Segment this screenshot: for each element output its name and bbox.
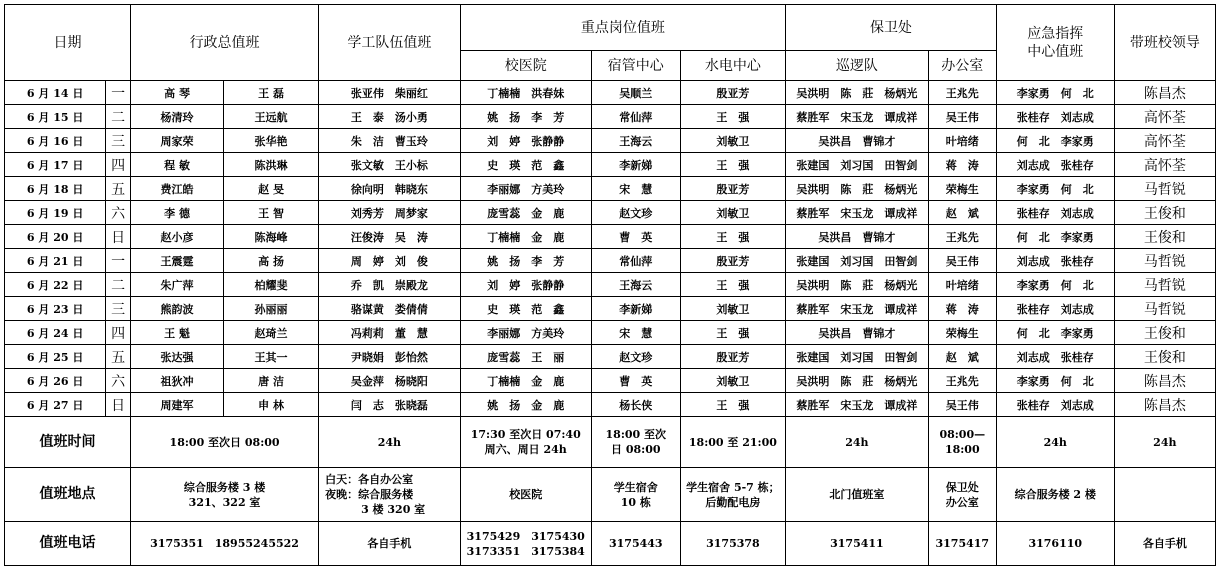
cell-patrol: 张建国 刘习国 田智剑 (786, 249, 929, 273)
cell-student-duty: 冯莉莉 董 慧 (319, 321, 461, 345)
cell-hospital: 史 瑛 范 鑫 (460, 297, 591, 321)
footer-phone-emergency: 3176110 (996, 522, 1114, 566)
cell-admin-1: 朱广萍 (131, 273, 224, 297)
cell-date: 6 月 14 日 (5, 81, 106, 105)
cell-date: 6 月 23 日 (5, 297, 106, 321)
cell-patrol: 蔡胜军 宋玉龙 谭成祥 (786, 297, 929, 321)
cell-dorm: 杨长侠 (591, 393, 680, 417)
cell-admin-2: 高 扬 (224, 249, 319, 273)
cell-student-duty: 骆谋黄 娄倩倩 (319, 297, 461, 321)
footer-time-patrol: 24h (786, 417, 929, 468)
cell-admin-2: 张华艳 (224, 129, 319, 153)
cell-weekday: 日 (106, 225, 131, 249)
table-row (5, 273, 1216, 297)
table-row (5, 153, 1216, 177)
footer-time-dorm-l1: 18:00 至次 (605, 428, 667, 441)
footer-place-power-l1: 学生宿舍 5-7 栋； (686, 480, 780, 494)
cell-admin-2: 王 智 (224, 201, 319, 225)
cell-emergency: 李家勇 何 北 (996, 81, 1114, 105)
cell-admin-2: 王 磊 (224, 81, 319, 105)
cell-admin-1: 祖狄冲 (131, 369, 224, 393)
cell-hospital: 庞雪蕊 王 丽 (460, 345, 591, 369)
cell-hospital: 刘 婷 张静静 (460, 273, 591, 297)
cell-hospital: 姚 扬 李 芳 (460, 249, 591, 273)
cell-date: 6 月 18 日 (5, 177, 106, 201)
cell-weekday: 一 (106, 249, 131, 273)
cell-power: 王 强 (680, 105, 785, 129)
cell-office: 蒋 涛 (928, 297, 996, 321)
header-date: 日期 (5, 5, 131, 81)
cell-leader: 高怀荃 (1114, 129, 1215, 153)
cell-power: 殷亚芳 (680, 249, 785, 273)
header-admin: 行政总值班 (131, 5, 319, 81)
cell-date: 6 月 22 日 (5, 273, 106, 297)
table-row (5, 177, 1216, 201)
cell-emergency: 刘志成 张桂存 (996, 345, 1114, 369)
table-row (5, 297, 1216, 321)
cell-office: 吴王伟 (928, 105, 996, 129)
cell-leader: 王俊和 (1114, 321, 1215, 345)
cell-office: 叶培绪 (928, 273, 996, 297)
footer-place-emergency: 综合服务楼 2 楼 (996, 468, 1114, 522)
cell-admin-1: 李 德 (131, 201, 224, 225)
cell-power: 王 强 (680, 225, 785, 249)
cell-date: 6 月 15 日 (5, 105, 106, 129)
cell-dorm: 王海云 (591, 129, 680, 153)
cell-dorm: 赵文珍 (591, 345, 680, 369)
footer-time-power: 18:00 至 21:00 (680, 417, 785, 468)
footer-phone-hospital-l1: 3175429 3175430 (466, 529, 585, 543)
cell-date: 6 月 24 日 (5, 321, 106, 345)
cell-leader: 高怀荃 (1114, 153, 1215, 177)
table-row (5, 321, 1216, 345)
cell-emergency: 刘志成 张桂存 (996, 153, 1114, 177)
cell-hospital: 丁楠楠 金 鹿 (460, 225, 591, 249)
cell-date: 6 月 21 日 (5, 249, 106, 273)
footer-time-dorm-l2: 日 08:00 (611, 443, 661, 456)
footer-time-dorm (591, 417, 680, 468)
cell-hospital: 李丽娜 方美玲 (460, 321, 591, 345)
cell-hospital: 姚 扬 李 芳 (460, 105, 591, 129)
cell-hospital: 李丽娜 方美玲 (460, 177, 591, 201)
cell-power: 王 强 (680, 153, 785, 177)
footer-phone-hospital-l2: 3173351 3175384 (466, 544, 585, 558)
footer-time-hospital-l2: 周六、周日 24h (484, 443, 567, 456)
cell-power: 王 强 (680, 273, 785, 297)
cell-admin-2: 申 林 (224, 393, 319, 417)
cell-power: 王 强 (680, 393, 785, 417)
cell-weekday: 二 (106, 273, 131, 297)
header-dorm: 宿管中心 (591, 51, 680, 81)
cell-patrol: 蔡胜军 宋玉龙 谭成祥 (786, 105, 929, 129)
cell-power: 刘敏卫 (680, 297, 785, 321)
footer-place-dorm-l2: 10 栋 (620, 495, 651, 509)
table-row (5, 345, 1216, 369)
footer-place-student-l3: 3 楼 320 室 (361, 503, 426, 516)
cell-admin-1: 王 魁 (131, 321, 224, 345)
footer-place-student-l2: 夜晚：综合服务楼 (325, 488, 414, 501)
cell-power: 王 强 (680, 321, 785, 345)
cell-patrol: 吴洪明 陈 莊 杨炳光 (786, 369, 929, 393)
cell-patrol: 张建国 刘习国 田智剑 (786, 345, 929, 369)
cell-office: 叶培绪 (928, 129, 996, 153)
cell-student-duty: 汪俊涛 吴 涛 (319, 225, 461, 249)
footer-phone-office: 3175417 (928, 522, 996, 566)
cell-leader: 马哲锐 (1114, 297, 1215, 321)
cell-office: 蒋 涛 (928, 153, 996, 177)
cell-power: 刘敏卫 (680, 369, 785, 393)
cell-dorm: 曹 英 (591, 369, 680, 393)
cell-date: 6 月 26 日 (5, 369, 106, 393)
cell-emergency: 张桂存 刘志成 (996, 201, 1114, 225)
cell-office: 赵 斌 (928, 345, 996, 369)
cell-admin-2: 陈洪琳 (224, 153, 319, 177)
cell-student-duty: 刘秀芳 周梦家 (319, 201, 461, 225)
cell-student-duty: 尹晓娟 彭怡然 (319, 345, 461, 369)
cell-admin-2: 陈海峰 (224, 225, 319, 249)
header-emergency (996, 5, 1114, 81)
cell-leader: 马哲锐 (1114, 273, 1215, 297)
footer-time-office (928, 417, 996, 468)
footer-place-dorm (591, 468, 680, 522)
cell-emergency: 张桂存 刘志成 (996, 393, 1114, 417)
cell-office: 荣梅生 (928, 177, 996, 201)
footer-place-admin (131, 468, 319, 522)
footer-place-hospital: 校医院 (460, 468, 591, 522)
cell-student-duty: 王 泰 汤小勇 (319, 105, 461, 129)
cell-admin-2: 王远航 (224, 105, 319, 129)
footer-phone-label: 值班电话 (5, 522, 131, 566)
cell-leader: 王俊和 (1114, 345, 1215, 369)
cell-date: 6 月 27 日 (5, 393, 106, 417)
header-leader: 带班校领导 (1114, 5, 1215, 81)
cell-weekday: 三 (106, 297, 131, 321)
cell-weekday: 五 (106, 345, 131, 369)
cell-student-duty: 张亚伟 柴丽红 (319, 81, 461, 105)
cell-date: 6 月 16 日 (5, 129, 106, 153)
cell-weekday: 四 (106, 153, 131, 177)
footer-phone-power: 3175378 (680, 522, 785, 566)
footer-time-leader: 24h (1114, 417, 1215, 468)
cell-student-duty: 乔 凯 崇殿龙 (319, 273, 461, 297)
footer-time-student: 24h (319, 417, 461, 468)
footer-place-patrol: 北门值班室 (786, 468, 929, 522)
footer-place-admin-l2: 321、322 室 (188, 495, 261, 509)
cell-emergency: 刘志成 张桂存 (996, 249, 1114, 273)
cell-student-duty: 周 婷 刘 俊 (319, 249, 461, 273)
cell-admin-2: 赵琦兰 (224, 321, 319, 345)
cell-patrol: 蔡胜军 宋玉龙 谭成祥 (786, 201, 929, 225)
footer-place-office-l1: 保卫处 (945, 480, 979, 494)
cell-office: 王兆先 (928, 369, 996, 393)
footer-phone-hospital (460, 522, 591, 566)
cell-emergency: 何 北 李家勇 (996, 321, 1114, 345)
cell-dorm: 赵文珍 (591, 201, 680, 225)
cell-admin-1: 赵小彦 (131, 225, 224, 249)
table-row (5, 201, 1216, 225)
footer-phone-leader: 各自手机 (1114, 522, 1215, 566)
cell-dorm: 李新娣 (591, 297, 680, 321)
cell-admin-1: 费江皓 (131, 177, 224, 201)
header-patrol: 巡逻队 (786, 51, 929, 81)
header-key-posts: 重点岗位值班 (460, 5, 785, 51)
table-row (5, 249, 1216, 273)
cell-weekday: 日 (106, 393, 131, 417)
cell-weekday: 六 (106, 369, 131, 393)
cell-student-duty: 徐向明 韩晓东 (319, 177, 461, 201)
cell-emergency: 何 北 李家勇 (996, 129, 1114, 153)
footer-phone-dorm: 3175443 (591, 522, 680, 566)
cell-office: 荣梅生 (928, 321, 996, 345)
footer-place-dorm-l1: 学生宿舍 (613, 480, 658, 494)
cell-patrol: 张建国 刘习国 田智剑 (786, 153, 929, 177)
cell-dorm: 李新娣 (591, 153, 680, 177)
header-security: 保卫处 (786, 5, 997, 51)
cell-admin-2: 柏耀斐 (224, 273, 319, 297)
cell-emergency: 李家勇 何 北 (996, 273, 1114, 297)
cell-hospital: 丁楠楠 金 鹿 (460, 369, 591, 393)
footer-place-student (319, 468, 461, 522)
cell-admin-1: 高 琴 (131, 81, 224, 105)
footer-place-admin-l1: 综合服务楼 3 楼 (183, 480, 266, 494)
cell-hospital: 庞雪蕊 金 鹿 (460, 201, 591, 225)
header-student: 学工队伍值班 (319, 5, 461, 81)
cell-office: 吴王伟 (928, 249, 996, 273)
cell-leader: 陈昌杰 (1114, 393, 1215, 417)
cell-emergency: 李家勇 何 北 (996, 369, 1114, 393)
footer-time-hospital-l1: 17:30 至次日 07:40 (470, 428, 581, 441)
cell-office: 王兆先 (928, 81, 996, 105)
cell-patrol: 吴洪明 陈 莊 杨炳光 (786, 81, 929, 105)
cell-power: 殷亚芳 (680, 177, 785, 201)
cell-hospital: 史 瑛 范 鑫 (460, 153, 591, 177)
cell-leader: 马哲锐 (1114, 249, 1215, 273)
cell-date: 6 月 20 日 (5, 225, 106, 249)
cell-admin-1: 张达强 (131, 345, 224, 369)
cell-office: 赵 斌 (928, 201, 996, 225)
footer-time-hospital (460, 417, 591, 468)
cell-weekday: 三 (106, 129, 131, 153)
table-row (5, 105, 1216, 129)
footer-phone-admin: 3175351 18955245522 (131, 522, 319, 566)
cell-emergency: 张桂存 刘志成 (996, 297, 1114, 321)
cell-date: 6 月 17 日 (5, 153, 106, 177)
table-row (5, 225, 1216, 249)
footer-phone-patrol: 3175411 (786, 522, 929, 566)
cell-admin-1: 杨清玲 (131, 105, 224, 129)
cell-leader: 王俊和 (1114, 225, 1215, 249)
cell-admin-1: 周家荣 (131, 129, 224, 153)
cell-power: 殷亚芳 (680, 81, 785, 105)
cell-admin-2: 赵 旻 (224, 177, 319, 201)
cell-weekday: 六 (106, 201, 131, 225)
cell-weekday: 五 (106, 177, 131, 201)
table-row (5, 393, 1216, 417)
table-row (5, 81, 1216, 105)
cell-admin-1: 王震霆 (131, 249, 224, 273)
header-hospital: 校医院 (460, 51, 591, 81)
header-power: 水电中心 (680, 51, 785, 81)
cell-patrol: 吴洪明 陈 莊 杨炳光 (786, 273, 929, 297)
cell-patrol: 吴洪昌 曹锦才 (786, 225, 929, 249)
cell-patrol: 吴洪昌 曹锦才 (786, 129, 929, 153)
cell-dorm: 常仙萍 (591, 105, 680, 129)
cell-power: 刘敏卫 (680, 129, 785, 153)
cell-hospital: 姚 扬 金 鹿 (460, 393, 591, 417)
header-office: 办公室 (928, 51, 996, 81)
cell-student-duty: 张文敏 王小标 (319, 153, 461, 177)
cell-weekday: 四 (106, 321, 131, 345)
cell-patrol: 蔡胜军 宋玉龙 谭成祥 (786, 393, 929, 417)
cell-patrol: 吴洪明 陈 莊 杨炳光 (786, 177, 929, 201)
table-row (5, 129, 1216, 153)
footer-phone-student: 各自手机 (319, 522, 461, 566)
cell-leader: 王俊和 (1114, 201, 1215, 225)
cell-student-duty: 吴金萍 杨晓阳 (319, 369, 461, 393)
cell-power: 刘敏卫 (680, 201, 785, 225)
cell-hospital: 丁楠楠 洪春妹 (460, 81, 591, 105)
cell-admin-1: 周建军 (131, 393, 224, 417)
footer-time-office-l2: 18:00 (944, 443, 980, 456)
cell-hospital: 刘 婷 张静静 (460, 129, 591, 153)
cell-dorm: 曹 英 (591, 225, 680, 249)
cell-leader: 马哲锐 (1114, 177, 1215, 201)
cell-dorm: 王海云 (591, 273, 680, 297)
cell-date: 6 月 25 日 (5, 345, 106, 369)
cell-admin-2: 王其一 (224, 345, 319, 369)
cell-dorm: 宋 慧 (591, 177, 680, 201)
footer-time-admin: 18:00 至次日 08:00 (131, 417, 319, 468)
cell-admin-2: 孙丽丽 (224, 297, 319, 321)
duty-schedule-table (4, 4, 1216, 566)
footer-place-power-l2: 后勤配电房 (705, 495, 761, 509)
footer-place-power (680, 468, 785, 522)
cell-weekday: 二 (106, 105, 131, 129)
cell-admin-1: 熊韵波 (131, 297, 224, 321)
footer-place-student-l1: 白天：各自办公室 (325, 473, 414, 486)
cell-dorm: 宋 慧 (591, 321, 680, 345)
footer-place-label: 值班地点 (5, 468, 131, 522)
cell-date: 6 月 19 日 (5, 201, 106, 225)
cell-power: 殷亚芳 (680, 345, 785, 369)
cell-emergency: 何 北 李家勇 (996, 225, 1114, 249)
cell-leader: 陈昌杰 (1114, 369, 1215, 393)
header-emergency-line1: 应急指挥 (1027, 25, 1084, 42)
cell-admin-1: 程 敏 (131, 153, 224, 177)
cell-leader: 高怀荃 (1114, 105, 1215, 129)
cell-weekday: 一 (106, 81, 131, 105)
cell-dorm: 常仙萍 (591, 249, 680, 273)
cell-emergency: 张桂存 刘志成 (996, 105, 1114, 129)
cell-patrol: 吴洪昌 曹锦才 (786, 321, 929, 345)
cell-office: 王兆先 (928, 225, 996, 249)
cell-leader: 陈昌杰 (1114, 81, 1215, 105)
cell-student-duty: 朱 洁 曹玉玲 (319, 129, 461, 153)
footer-place-office-l2: 办公室 (945, 495, 979, 509)
cell-dorm: 吴顺兰 (591, 81, 680, 105)
footer-time-emergency: 24h (996, 417, 1114, 468)
table-row (5, 369, 1216, 393)
footer-place-office (928, 468, 996, 522)
cell-admin-2: 唐 洁 (224, 369, 319, 393)
footer-time-office-l1: 08:00— (939, 428, 986, 441)
footer-time-label: 值班时间 (5, 417, 131, 468)
cell-office: 吴王伟 (928, 393, 996, 417)
cell-student-duty: 闫 志 张晓磊 (319, 393, 461, 417)
header-emergency-line2: 中心值班 (1027, 43, 1084, 60)
footer-place-leader (1114, 468, 1215, 522)
cell-emergency: 李家勇 何 北 (996, 177, 1114, 201)
